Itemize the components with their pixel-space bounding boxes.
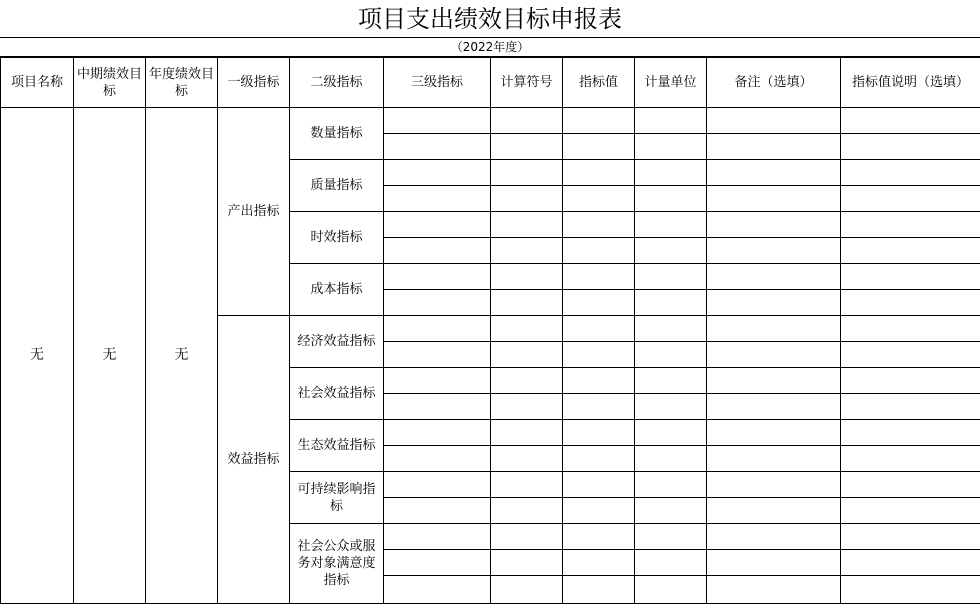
value-note-cell[interactable]: [841, 498, 980, 524]
remark-cell[interactable]: [707, 186, 841, 212]
indicator-value-cell[interactable]: [563, 212, 635, 238]
remark-cell[interactable]: [707, 290, 841, 316]
value-note-cell[interactable]: [841, 238, 980, 264]
mid-goal-cell: 无: [74, 108, 146, 604]
remark-cell[interactable]: [707, 472, 841, 498]
calc-symbol-cell[interactable]: [491, 368, 563, 394]
calc-symbol-cell[interactable]: [491, 290, 563, 316]
unit-cell[interactable]: [635, 524, 707, 550]
unit-cell[interactable]: [635, 576, 707, 604]
level2-quality: 质量指标: [290, 160, 384, 212]
unit-cell[interactable]: [635, 134, 707, 160]
unit-cell[interactable]: [635, 160, 707, 186]
remark-cell[interactable]: [707, 238, 841, 264]
indicator-value-cell[interactable]: [563, 550, 635, 576]
header-calc-symbol: 计算符号: [491, 58, 563, 108]
indicator-value-cell[interactable]: [563, 472, 635, 498]
level3-cell[interactable]: [384, 108, 491, 134]
unit-cell[interactable]: [635, 238, 707, 264]
remark-cell[interactable]: [707, 342, 841, 368]
level2-cost: 成本指标: [290, 264, 384, 316]
level3-cell[interactable]: [384, 342, 491, 368]
level2-quantity: 数量指标: [290, 108, 384, 160]
level3-cell[interactable]: [384, 446, 491, 472]
value-note-cell[interactable]: [841, 472, 980, 498]
header-mid-goal: 中期绩效目标: [74, 58, 146, 108]
level2-timeliness: 时效指标: [290, 212, 384, 264]
calc-symbol-cell[interactable]: [491, 420, 563, 446]
remark-cell[interactable]: [707, 264, 841, 290]
unit-cell[interactable]: [635, 498, 707, 524]
indicator-value-cell[interactable]: [563, 368, 635, 394]
unit-cell[interactable]: [635, 550, 707, 576]
indicator-value-cell[interactable]: [563, 290, 635, 316]
header-level3: 三级指标: [384, 58, 491, 108]
value-note-cell[interactable]: [841, 550, 980, 576]
indicator-value-cell[interactable]: [563, 420, 635, 446]
remark-cell[interactable]: [707, 108, 841, 134]
header-level2: 二级指标: [290, 58, 384, 108]
header-level1: 一级指标: [218, 58, 290, 108]
value-note-cell[interactable]: [841, 342, 980, 368]
unit-cell[interactable]: [635, 394, 707, 420]
unit-cell[interactable]: [635, 290, 707, 316]
value-note-cell[interactable]: [841, 212, 980, 238]
level3-cell[interactable]: [384, 238, 491, 264]
level3-cell[interactable]: [384, 212, 491, 238]
value-note-cell[interactable]: [841, 108, 980, 134]
value-note-cell[interactable]: [841, 290, 980, 316]
level3-cell[interactable]: [384, 134, 491, 160]
indicator-value-cell[interactable]: [563, 316, 635, 342]
calc-symbol-cell[interactable]: [491, 134, 563, 160]
unit-cell[interactable]: [635, 212, 707, 238]
value-note-cell[interactable]: [841, 134, 980, 160]
header-indicator-value: 指标值: [563, 58, 635, 108]
level3-cell[interactable]: [384, 394, 491, 420]
form-title: 项目支出绩效目标申报表: [0, 0, 980, 38]
remark-cell[interactable]: [707, 524, 841, 550]
remark-cell[interactable]: [707, 446, 841, 472]
calc-symbol-cell[interactable]: [491, 186, 563, 212]
unit-cell[interactable]: [635, 186, 707, 212]
level2-satisfaction: 社会公众或服务对象满意度指标: [290, 524, 384, 604]
header-project-name: 项目名称: [1, 58, 74, 108]
indicator-value-cell[interactable]: [563, 394, 635, 420]
level3-cell[interactable]: [384, 550, 491, 576]
header-row: [1, 58, 980, 108]
value-note-cell[interactable]: [841, 316, 980, 342]
level3-cell[interactable]: [384, 290, 491, 316]
calc-symbol-cell[interactable]: [491, 238, 563, 264]
unit-cell[interactable]: [635, 108, 707, 134]
unit-cell[interactable]: [635, 472, 707, 498]
header-annual-goal: 年度绩效目标: [146, 58, 218, 108]
calc-symbol-cell[interactable]: [491, 524, 563, 550]
unit-cell[interactable]: [635, 446, 707, 472]
indicator-value-cell[interactable]: [563, 160, 635, 186]
level3-cell[interactable]: [384, 316, 491, 342]
level3-cell[interactable]: [384, 368, 491, 394]
remark-cell[interactable]: [707, 160, 841, 186]
form-year: （2022年度）: [0, 38, 980, 57]
value-note-cell[interactable]: [841, 394, 980, 420]
table-row: [1, 108, 980, 134]
value-note-cell[interactable]: [841, 420, 980, 446]
value-note-cell[interactable]: [841, 186, 980, 212]
project-name-cell: 无: [1, 108, 74, 604]
value-note-cell[interactable]: [841, 160, 980, 186]
value-note-cell[interactable]: [841, 446, 980, 472]
indicator-value-cell[interactable]: [563, 134, 635, 160]
level3-cell[interactable]: [384, 264, 491, 290]
level1-output: 产出指标: [218, 108, 290, 316]
indicator-value-cell[interactable]: [563, 576, 635, 604]
remark-cell[interactable]: [707, 498, 841, 524]
indicator-value-cell[interactable]: [563, 238, 635, 264]
unit-cell[interactable]: [635, 264, 707, 290]
level2-social: 社会效益指标: [290, 368, 384, 420]
indicator-value-cell[interactable]: [563, 498, 635, 524]
header-remark: 备注（选填）: [707, 58, 841, 108]
remark-cell[interactable]: [707, 316, 841, 342]
level3-cell[interactable]: [384, 160, 491, 186]
remark-cell[interactable]: [707, 550, 841, 576]
calc-symbol-cell[interactable]: [491, 160, 563, 186]
remark-cell[interactable]: [707, 368, 841, 394]
unit-cell[interactable]: [635, 342, 707, 368]
level3-cell[interactable]: [384, 420, 491, 446]
annual-goal-cell: 无: [146, 108, 218, 604]
header-value-note: 指标值说明（选填）: [841, 58, 980, 108]
level3-cell[interactable]: [384, 524, 491, 550]
calc-symbol-cell[interactable]: [491, 316, 563, 342]
indicator-value-cell[interactable]: [563, 264, 635, 290]
calc-symbol-cell[interactable]: [491, 446, 563, 472]
calc-symbol-cell[interactable]: [491, 212, 563, 238]
calc-symbol-cell[interactable]: [491, 264, 563, 290]
remark-cell[interactable]: [707, 420, 841, 446]
value-note-cell[interactable]: [841, 264, 980, 290]
remark-cell[interactable]: [707, 134, 841, 160]
calc-symbol-cell[interactable]: [491, 394, 563, 420]
remark-cell[interactable]: [707, 394, 841, 420]
remark-cell[interactable]: [707, 212, 841, 238]
calc-symbol-cell[interactable]: [491, 342, 563, 368]
indicator-value-cell[interactable]: [563, 446, 635, 472]
calc-symbol-cell[interactable]: [491, 550, 563, 576]
indicator-value-cell[interactable]: [563, 524, 635, 550]
level1-benefit: 效益指标: [218, 316, 290, 604]
calc-symbol-cell[interactable]: [491, 498, 563, 524]
header-unit: 计量单位: [635, 58, 707, 108]
calc-symbol-cell[interactable]: [491, 108, 563, 134]
indicator-value-cell[interactable]: [563, 186, 635, 212]
level2-sustainable: 可持续影响指标: [290, 472, 384, 524]
level2-economic: 经济效益指标: [290, 316, 384, 368]
indicator-value-cell[interactable]: [563, 108, 635, 134]
remark-cell[interactable]: [707, 576, 841, 604]
level3-cell[interactable]: [384, 498, 491, 524]
unit-cell[interactable]: [635, 368, 707, 394]
performance-goal-table: [0, 57, 980, 604]
indicator-value-cell[interactable]: [563, 342, 635, 368]
level2-ecological: 生态效益指标: [290, 420, 384, 472]
value-note-cell[interactable]: [841, 368, 980, 394]
level3-cell[interactable]: [384, 186, 491, 212]
value-note-cell[interactable]: [841, 524, 980, 550]
level3-cell[interactable]: [384, 472, 491, 498]
unit-cell[interactable]: [635, 420, 707, 446]
unit-cell[interactable]: [635, 316, 707, 342]
calc-symbol-cell[interactable]: [491, 576, 563, 604]
value-note-cell[interactable]: [841, 576, 980, 604]
calc-symbol-cell[interactable]: [491, 472, 563, 498]
level3-cell[interactable]: [384, 576, 491, 604]
